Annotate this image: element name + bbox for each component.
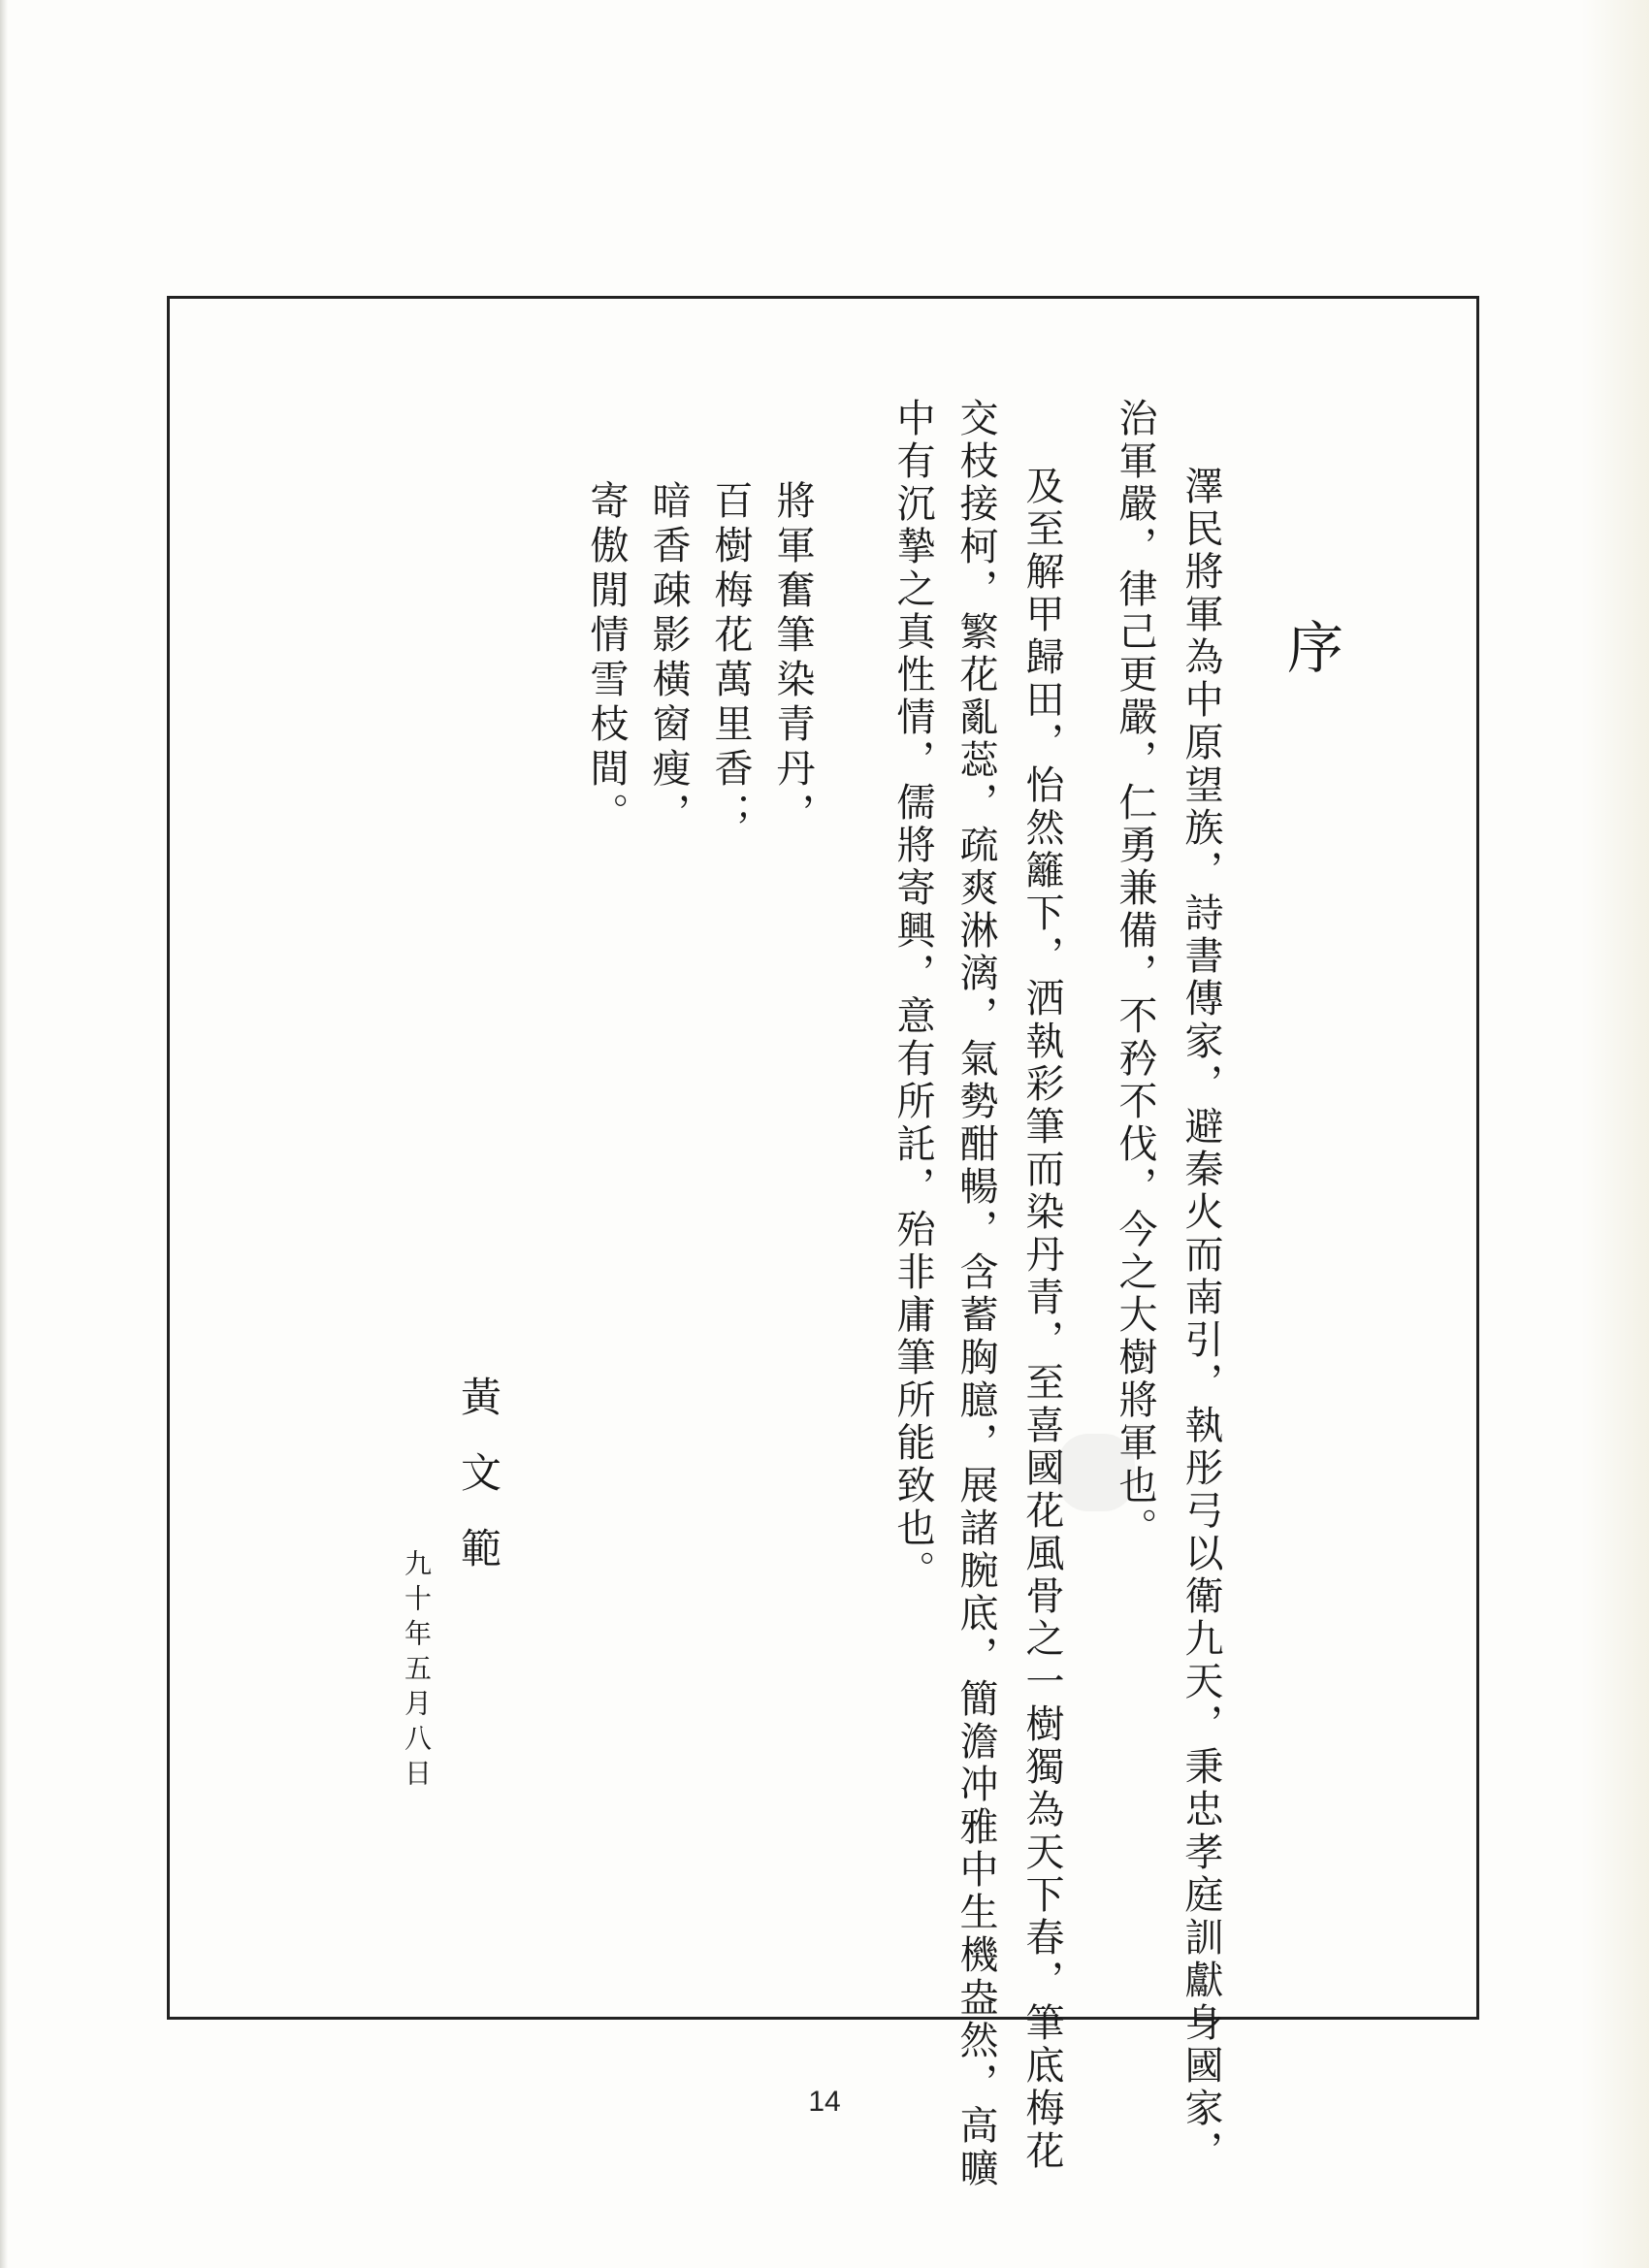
preface-column-1: 澤民將軍為中原望族，詩書傳家，避秦火而南引，執彤弓以衛九天，秉忠孝庭訓獻身國家，	[1179, 466, 1223, 2173]
page-number: 14	[808, 2086, 841, 2118]
paper-edge-tint	[1581, 0, 1649, 2268]
page-border-frame	[167, 296, 1479, 2020]
poem-line-2: 百樹梅花萬里香；	[708, 480, 753, 837]
preface-column-5: 中有沉摯之真性情，儒將寄興，意有所託，殆非庸筆所能致也。	[890, 398, 935, 1593]
poem-line-1: 將軍奮筆染青丹，	[770, 480, 815, 837]
poem-line-4: 寄傲閒情雪枝間。	[584, 480, 629, 837]
poem-line-3: 暗香疎影橫窗瘦，	[646, 480, 691, 837]
paper-left-edge	[0, 0, 8, 2268]
preface-title: 序	[1277, 618, 1343, 682]
preface-column-3: 及至解甲歸田，怡然籬下，洒執彩筆而染丹青，至喜國花風骨之一樹獨為天下春，筆底梅花	[1019, 466, 1064, 2173]
preface-column-2: 治軍嚴，律己更嚴，仁勇兼備，不矜不伐，今之大樹將軍也。	[1113, 398, 1157, 1550]
author-signature: 黃文範	[455, 1376, 502, 1603]
signature-date: 九十年五月八日	[401, 1549, 433, 1794]
preface-column-4: 交枝接柯，繁花亂蕊，疏爽淋漓，氣勢酣暢，含蓄胸臆，展諸腕底，簡澹冲雅中生機盎然，高曠	[954, 398, 998, 2190]
scan-smudge	[1057, 1434, 1135, 1511]
